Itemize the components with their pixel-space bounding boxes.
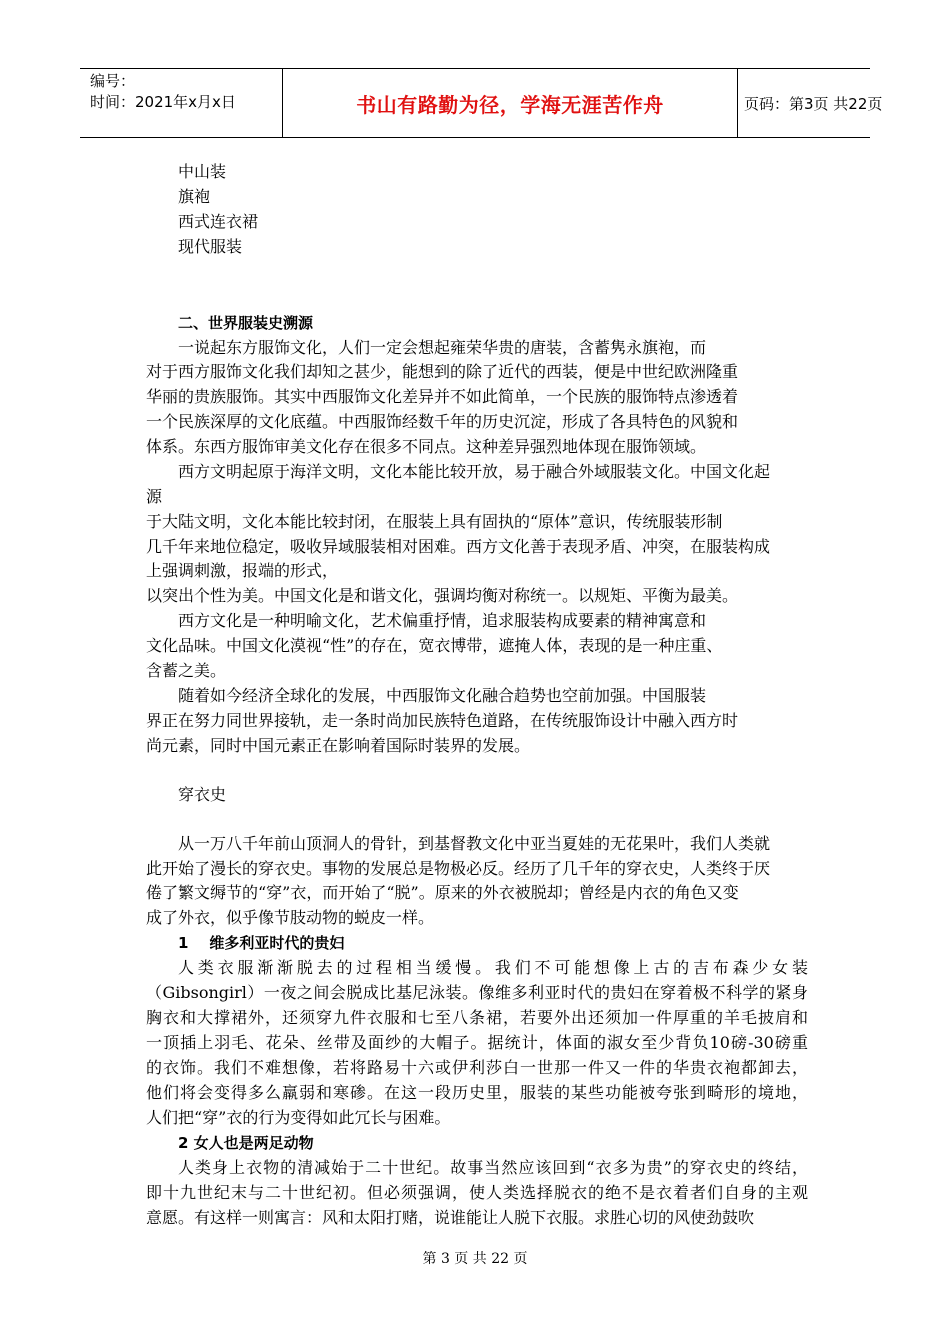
list-item: 中山装	[178, 162, 227, 181]
body-line: 几千年来地位稳定，吸收异域服装相对困难。西方文化善于表现矛盾、冲突，在服装构成	[146, 537, 771, 556]
body-line: 一顶插上羽毛、花朵、丝带及面纱的大帽子。据统计，体面的淑女至少背负10磅-30磅重	[146, 1033, 808, 1052]
body-line: 倦了繁文缛节的“穿”衣，而开始了“脱”。原来的外衣被脱却；曾经是内衣的角色又变	[146, 883, 739, 902]
document-number-label: 编号：	[90, 72, 136, 90]
page-footer: 第 3 页 共 22 页	[422, 1251, 528, 1267]
body-line: 源	[146, 487, 163, 506]
header-motto: 书山有路勤为径，学海无涯苦作舟	[282, 69, 738, 137]
body-line: 对于西方服饰文化我们却知之甚少，能想到的除了近代的西装，便是中世纪欧洲隆重	[146, 362, 739, 381]
body-line: 一个民族深厚的文化底蕴。中西服饰经数千年的历史沉淀，形成了各具特色的风貌和	[146, 412, 739, 431]
body-line: 人类衣服渐渐脱去的过程相当缓慢。我们不可能想像上古的吉布森少女装	[178, 958, 808, 977]
body-line: 界正在努力同世界接轨，走一条时尚加民族特色道路，在传统服饰设计中融入西方时	[146, 711, 739, 730]
body-line: 于大陆文明，文化本能比较封闭，在服装上具有固执的“原体”意识，传统服装形制	[146, 512, 723, 531]
body-line: 他们将会变得多么羸弱和寒碜。在这一段历史里，服装的某些功能被夸张到畸形的境地，	[146, 1083, 808, 1102]
body-line: 华丽的贵族服饰。其实中西服饰文化差异并不如此简单，一个民族的服饰特点渗透着	[146, 387, 739, 406]
list-item: 旗袍	[178, 187, 211, 206]
page-header	[80, 68, 883, 138]
body-line: 西方文化是一种明喻文化，艺术偏重抒情，追求服装构成要素的精神寓意和	[178, 611, 707, 630]
body-line: 体系。东西方服饰审美文化存在很多不同点。这种差异强烈地体现在服饰领域。	[146, 437, 707, 456]
body-line: 文化品味。中国文化漠视“性”的存在，宽衣博带，遮掩人体，表现的是一种庄重、	[146, 636, 723, 655]
body-line: 胸衣和大撑裙外，还须穿九件衣服和七至八条裙，若要外出还须加一件厚重的羊毛披肩和	[146, 1008, 808, 1027]
body-line: 从一万八千年前山顶洞人的骨针，到基督教文化中亚当夏娃的无花果叶，我们人类就	[178, 834, 771, 853]
header-left-cell	[80, 69, 282, 137]
body-line: 即十九世纪末与二十世纪初。但必须强调，使人类选择脱衣的绝不是衣着者们自身的主观	[146, 1183, 808, 1202]
list-item: 西式连衣裙	[178, 212, 259, 231]
body-line: 一说起东方服饰文化，人们一定会想起雍荣华贵的唐装，含蓄隽永旗袍，而	[178, 338, 707, 357]
body-line: 的衣饰。我们不难想像，若将路易十六或伊利莎白一世那一件又一件的华贵衣袍都卸去，	[146, 1058, 808, 1077]
body-line: 此开始了漫长的穿衣史。事物的发展总是物极必反。经历了几千年的穿衣史，人类终于厌	[146, 859, 771, 878]
document-date: 时间：2021年x月x日	[90, 93, 236, 111]
body-line: 随着如今经济全球化的发展，中西服饰文化融合趋势也空前加强。中国服装	[178, 686, 707, 705]
body-line: 意愿。有这样一则寓言：风和太阳打赌，说谁能让人脱下衣服。求胜心切的风使劲鼓吹	[146, 1208, 755, 1227]
subtitle: 穿衣史	[178, 785, 227, 804]
section-title: 二、世界服装史溯源	[178, 314, 314, 332]
body-line: （Gibsongirl）一夜之间会脱成比基尼泳装。像维多利亚时代的贵妇在穿着极不科学的紧身	[146, 983, 808, 1002]
body-line: 尚元素，同时中国元素正在影响着国际时装界的发展。	[146, 736, 531, 755]
list-item: 现代服装	[178, 237, 243, 256]
body-line: 人们把“穿”衣的行为变得如此冗长与困难。	[146, 1108, 451, 1127]
body-line: 含蓄之美。	[146, 661, 227, 680]
body-line: 以突出个性为美。中国文化是和谐文化，强调均衡对称统一。以规矩、平衡为最美。	[146, 586, 739, 605]
header-page-info: 页码：第3页 共22页	[744, 94, 883, 113]
heading-victorian: 1 维多利亚时代的贵妇	[178, 934, 345, 952]
body-line: 西方文明起原于海洋文明，文化本能比较开放，易于融合外域服装文化。中国文化起	[178, 462, 771, 481]
heading-biped: 2 女人也是两足动物	[178, 1134, 314, 1152]
body-line: 上强调刺激，报端的形式，	[146, 561, 339, 580]
body-line: 人类身上衣物的清减始于二十世纪。故事当然应该回到“衣多为贵”的穿衣史的终结，	[178, 1158, 808, 1177]
body-line: 成了外衣，似乎像节肢动物的蜕皮一样。	[146, 908, 435, 927]
